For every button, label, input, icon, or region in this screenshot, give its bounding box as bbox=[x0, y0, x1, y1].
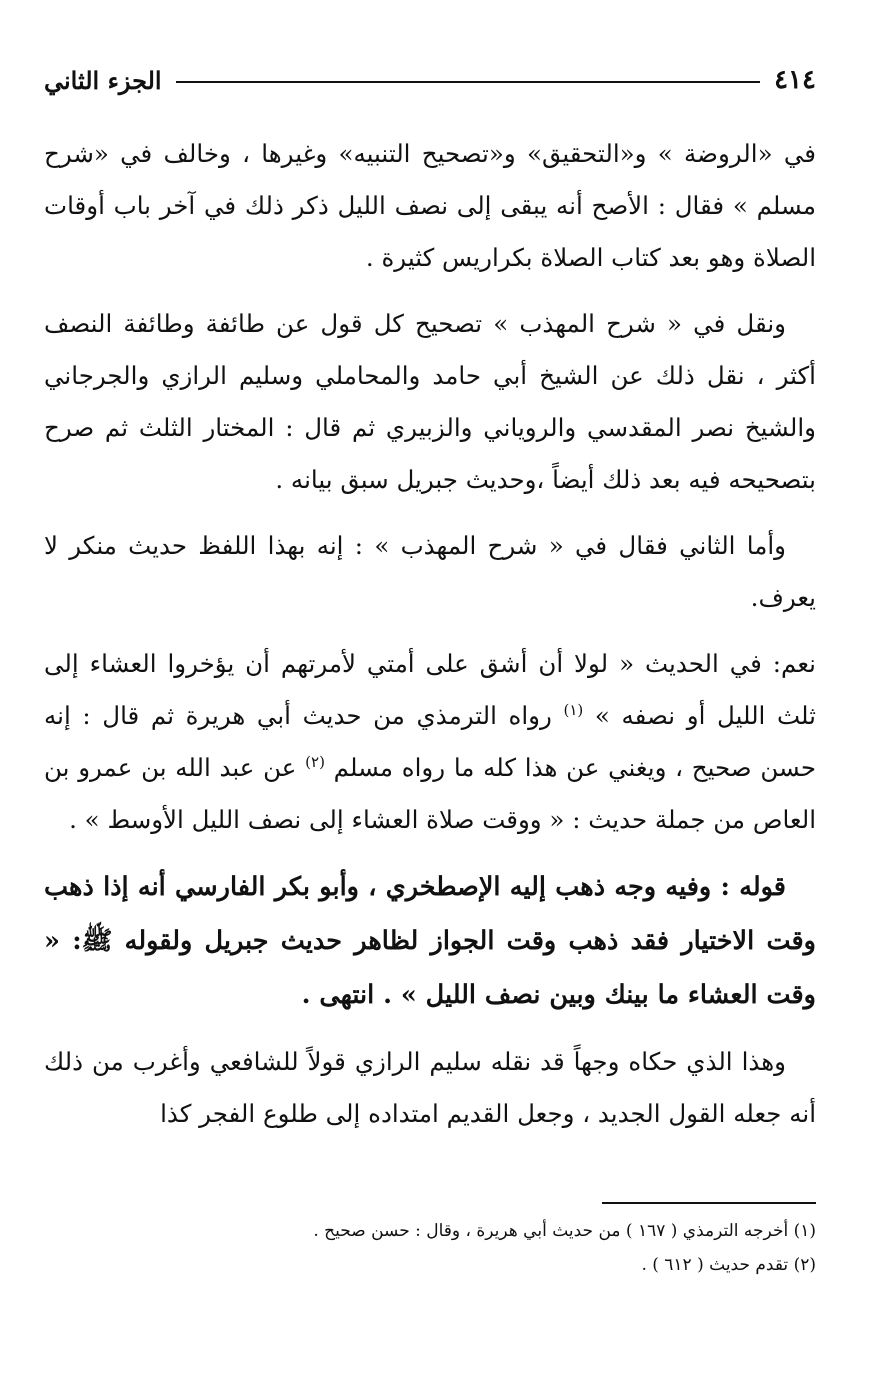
paragraph-segment: رواه الترمذي من حديث أبي هريرة ثم قال : إنه حسن صحيح ، ويغني عن هذا كله ما رواه مسلم bbox=[44, 701, 816, 782]
paragraph: وأما الثاني فقال في « شرح المهذب » : إنه بهذا اللفظ حديث منكر لا يعرف. bbox=[44, 531, 816, 612]
footnote-separator bbox=[602, 1202, 816, 1204]
footnote: (١) أخرجه الترمذي ( ١٦٧ ) من حديث أبي هريرة ، وقال : حسن صحيح . bbox=[313, 1221, 816, 1241]
footnote: (٢) تقدم حديث ( ٦١٢ ) . bbox=[641, 1255, 816, 1275]
paragraph-segment: نعم: في الحديث « لولا أن أشق على أمتي لأمرتهم أن يؤخروا العشاء إلى ثلث الليل أو نصفه » bbox=[44, 649, 816, 730]
header-rule bbox=[176, 81, 761, 83]
paragraph: وهذا الذي حكاه وجهاً قد نقله سليم الرازي قولاً للشافعي وأغرب من ذلك أنه جعله القول الجديد ، وجعل القديم امتداده إلى طلوع الفجر كذا bbox=[44, 1047, 816, 1128]
paragraph: في «الروضة » و«التحقيق» و«تصحيح التنبيه» وغيرها ، وخالف في «شرح مسلم » فقال : الأصح أنه يبقى إلى نصف الليل ذكر ذلك في آخر باب أوقات الصلاة وهو بعد كتاب الصلاة بكراريس كثيرة . bbox=[44, 139, 816, 272]
paragraph-segment: عن عبد الله بن عمرو بن العاص من جملة حديث : « ووقت صلاة العشاء إلى نصف الليل الأوسط » . bbox=[44, 753, 816, 834]
quoted-statement: قوله : وفيه وجه ذهب إليه الإصطخري ، وأبو بكر الفارسي أنه إذا ذهب وقت الاختيار فقد ذهب وقت الجواز لظاهر حديث جبريل ولقوله ﷺ: « وقت العشاء ما بينك وبين نصف الليل » . انتهى . bbox=[44, 872, 816, 1010]
main-text bbox=[44, 128, 816, 1154]
footnotes bbox=[44, 1214, 816, 1282]
paragraph: ونقل في « شرح المهذب » تصحيح كل قول عن طائفة وطائفة النصف أكثر ، نقل ذلك عن الشيخ أبي حامد والمحاملي وسليم الرازي والجرجاني والشيخ نصر المقدسي والروياني والزبيري ثم قال : المختار الثلث ثم صرح بتصحيحه فيه بعد ذلك أيضاً ،وحديث جبريل سبق بيانه . bbox=[44, 309, 816, 494]
paragraph-with-references bbox=[44, 638, 816, 846]
page-number: ٤١٤ bbox=[774, 65, 816, 95]
running-header bbox=[44, 60, 816, 100]
part-title: الجزء الثاني bbox=[44, 65, 162, 95]
footnote-reference: (١) bbox=[563, 700, 584, 719]
footnote-reference: (٢) bbox=[305, 752, 325, 771]
